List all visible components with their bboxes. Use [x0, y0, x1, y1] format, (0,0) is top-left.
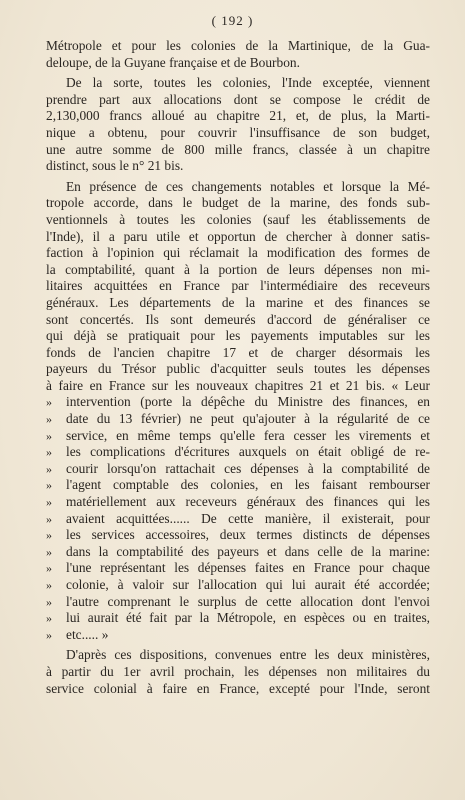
line-text: distinct, sous le n° 21 bis. — [46, 158, 184, 174]
quoted-text-line — [46, 511, 430, 528]
text-line — [46, 262, 430, 279]
line-text: service colonial à faire en France, excepté pour l'Inde, seront — [46, 680, 430, 696]
line-text: généraux. Les départements de la marine et des finances se — [46, 294, 430, 310]
quoted-text-line — [46, 627, 430, 644]
line-text: service, en même temps qu'elle fera cesser les virements et — [66, 427, 430, 443]
quote-marker: » — [46, 627, 52, 642]
line-text: la comptabilité, quant à la portion de leurs dépenses non mi- — [46, 261, 430, 277]
quote-marker: » — [46, 428, 52, 443]
text-line — [46, 278, 430, 295]
line-text: fonds de l'ancien chapitre 17 et de charger désormais les — [46, 344, 430, 360]
text-line — [46, 142, 430, 159]
text-line — [46, 212, 430, 229]
text-line — [46, 75, 430, 92]
quoted-text-line — [46, 444, 430, 461]
line-text: litaires acquittées en France par l'intermédiaire des receveurs — [46, 278, 430, 294]
line-text: lui aurait été fait par la Métropole, en espèces ou en traites, — [66, 610, 430, 626]
text-line — [46, 345, 430, 362]
quote-marker: » — [46, 611, 52, 626]
quoted-text-line — [46, 594, 430, 611]
line-text: Métropole et pour les colonies de la Martinique, de la Gua- — [46, 38, 430, 53]
quoted-text-line — [46, 394, 430, 411]
quoted-text-line — [46, 527, 430, 544]
line-text: l'autre comprenant le surplus de cette allocation dont l'envoi — [66, 593, 430, 609]
line-text: dans la comptabilité des payeurs et dans celle de la marine: — [66, 543, 430, 559]
line-text: les services accessoires, deux termes distincts de dépenses — [66, 527, 430, 543]
line-text: avaient acquittées...... De cette manière, il existerait, pour — [66, 510, 430, 526]
quote-marker: » — [46, 495, 52, 510]
text-line — [46, 179, 430, 196]
line-text: une autre somme de 800 mille francs, classée à un chapitre — [46, 141, 430, 157]
text-line — [46, 195, 430, 212]
text-line — [46, 295, 430, 312]
page-number: ( 192 ) — [211, 13, 254, 28]
line-text: à partir du 1er avril prochain, les dépenses non militaires du — [46, 663, 430, 679]
quote-marker: » — [46, 594, 52, 609]
line-text: intervention (porte la dépêche du Ministre des finances, en — [66, 394, 430, 410]
quote-marker: » — [46, 528, 52, 543]
line-text: D'après ces dispositions, convenues entre les deux ministères, — [66, 647, 430, 663]
text-line — [46, 647, 430, 664]
text-line — [46, 38, 430, 55]
line-text: En présence de ces changements notables et lorsque la Mé- — [66, 178, 430, 194]
quoted-text-line — [46, 544, 430, 561]
line-text: l'Inde), il a paru utile et opportun de chercher à donner satis- — [46, 228, 430, 244]
line-text: De la sorte, toutes les colonies, l'Inde exceptée, viennent — [66, 75, 430, 91]
text-line — [46, 245, 430, 262]
quoted-text-line — [46, 477, 430, 494]
line-text: etc..... » — [66, 626, 109, 642]
quote-marker: » — [46, 561, 52, 576]
text-line — [46, 361, 430, 378]
line-text: colonie, à valoir sur l'allocation qui lui aurait été accordée; — [66, 577, 430, 592]
text-line — [46, 664, 430, 681]
quoted-text-line — [46, 577, 430, 594]
line-text: sont concertés. Ils sont demeurés d'accord de généraliser ce — [46, 311, 430, 327]
line-text: faction à l'opinion qui réclamait la modification des formes de — [46, 245, 430, 261]
line-text: courir lorsqu'on rattachait ces dépenses à la comptabilité de — [66, 460, 430, 476]
line-text: matériellement aux receveurs généraux des finances qui les — [66, 494, 430, 510]
text-line — [46, 312, 430, 329]
quote-marker: » — [46, 445, 52, 460]
line-text: date du 13 février) ne peut qu'ajouter à la régularité de ce — [66, 411, 430, 427]
quote-marker: » — [46, 578, 52, 592]
quote-marker: » — [46, 461, 52, 476]
quoted-text-line — [46, 428, 430, 445]
text-line — [46, 108, 430, 125]
quote-marker: » — [46, 395, 52, 410]
line-text: tropole accorde, dans le budget de la marine, des fonds sub- — [46, 195, 430, 211]
quoted-text-line — [46, 610, 430, 627]
text-line — [46, 158, 430, 175]
line-text: ventionnels à toutes les colonies (sauf les établissements de — [46, 211, 430, 227]
text-line — [46, 125, 430, 142]
line-text: les complications d'écritures auxquels on était obligé de re- — [66, 444, 430, 460]
line-text: à faire en France sur les nouveaux chapitres 21 et 21 bis. « Leur — [46, 377, 430, 393]
line-text: 2,130,000 francs alloué au chapitre 21, et, de plus, la Marti- — [46, 108, 430, 124]
text-line — [46, 328, 430, 345]
quote-marker: » — [46, 511, 52, 526]
text-line — [46, 55, 430, 72]
text-line — [46, 378, 430, 395]
line-text: deloupe, de la Guyane française et de Bourbon. — [46, 54, 300, 70]
line-text: l'agent comptable des colonies, en les faisant rembourser — [66, 477, 430, 493]
quote-marker: » — [46, 544, 52, 559]
quoted-text-line — [46, 461, 430, 478]
line-text: nique a obtenu, pour couvrir l'insuffisance de son budget, — [46, 124, 430, 140]
body-text — [46, 38, 430, 697]
quote-marker: » — [46, 412, 52, 427]
quoted-text-line — [46, 494, 430, 511]
line-text: prendre part aux allocations dont se compose le crédit de — [46, 91, 430, 107]
text-line — [46, 92, 430, 109]
text-line — [46, 229, 430, 246]
quoted-text-line — [46, 560, 430, 577]
line-text: l'une représentant les dépenses faites en France pour chaque — [66, 560, 430, 576]
quote-marker: » — [46, 478, 52, 493]
line-text: payeurs du Trésor public d'acquitter seuls toutes les dépenses — [46, 361, 430, 377]
quoted-text-line — [46, 411, 430, 428]
text-line — [46, 681, 430, 698]
line-text: qui déjà se pratiquait pour les payements imputables sur les — [46, 328, 430, 344]
